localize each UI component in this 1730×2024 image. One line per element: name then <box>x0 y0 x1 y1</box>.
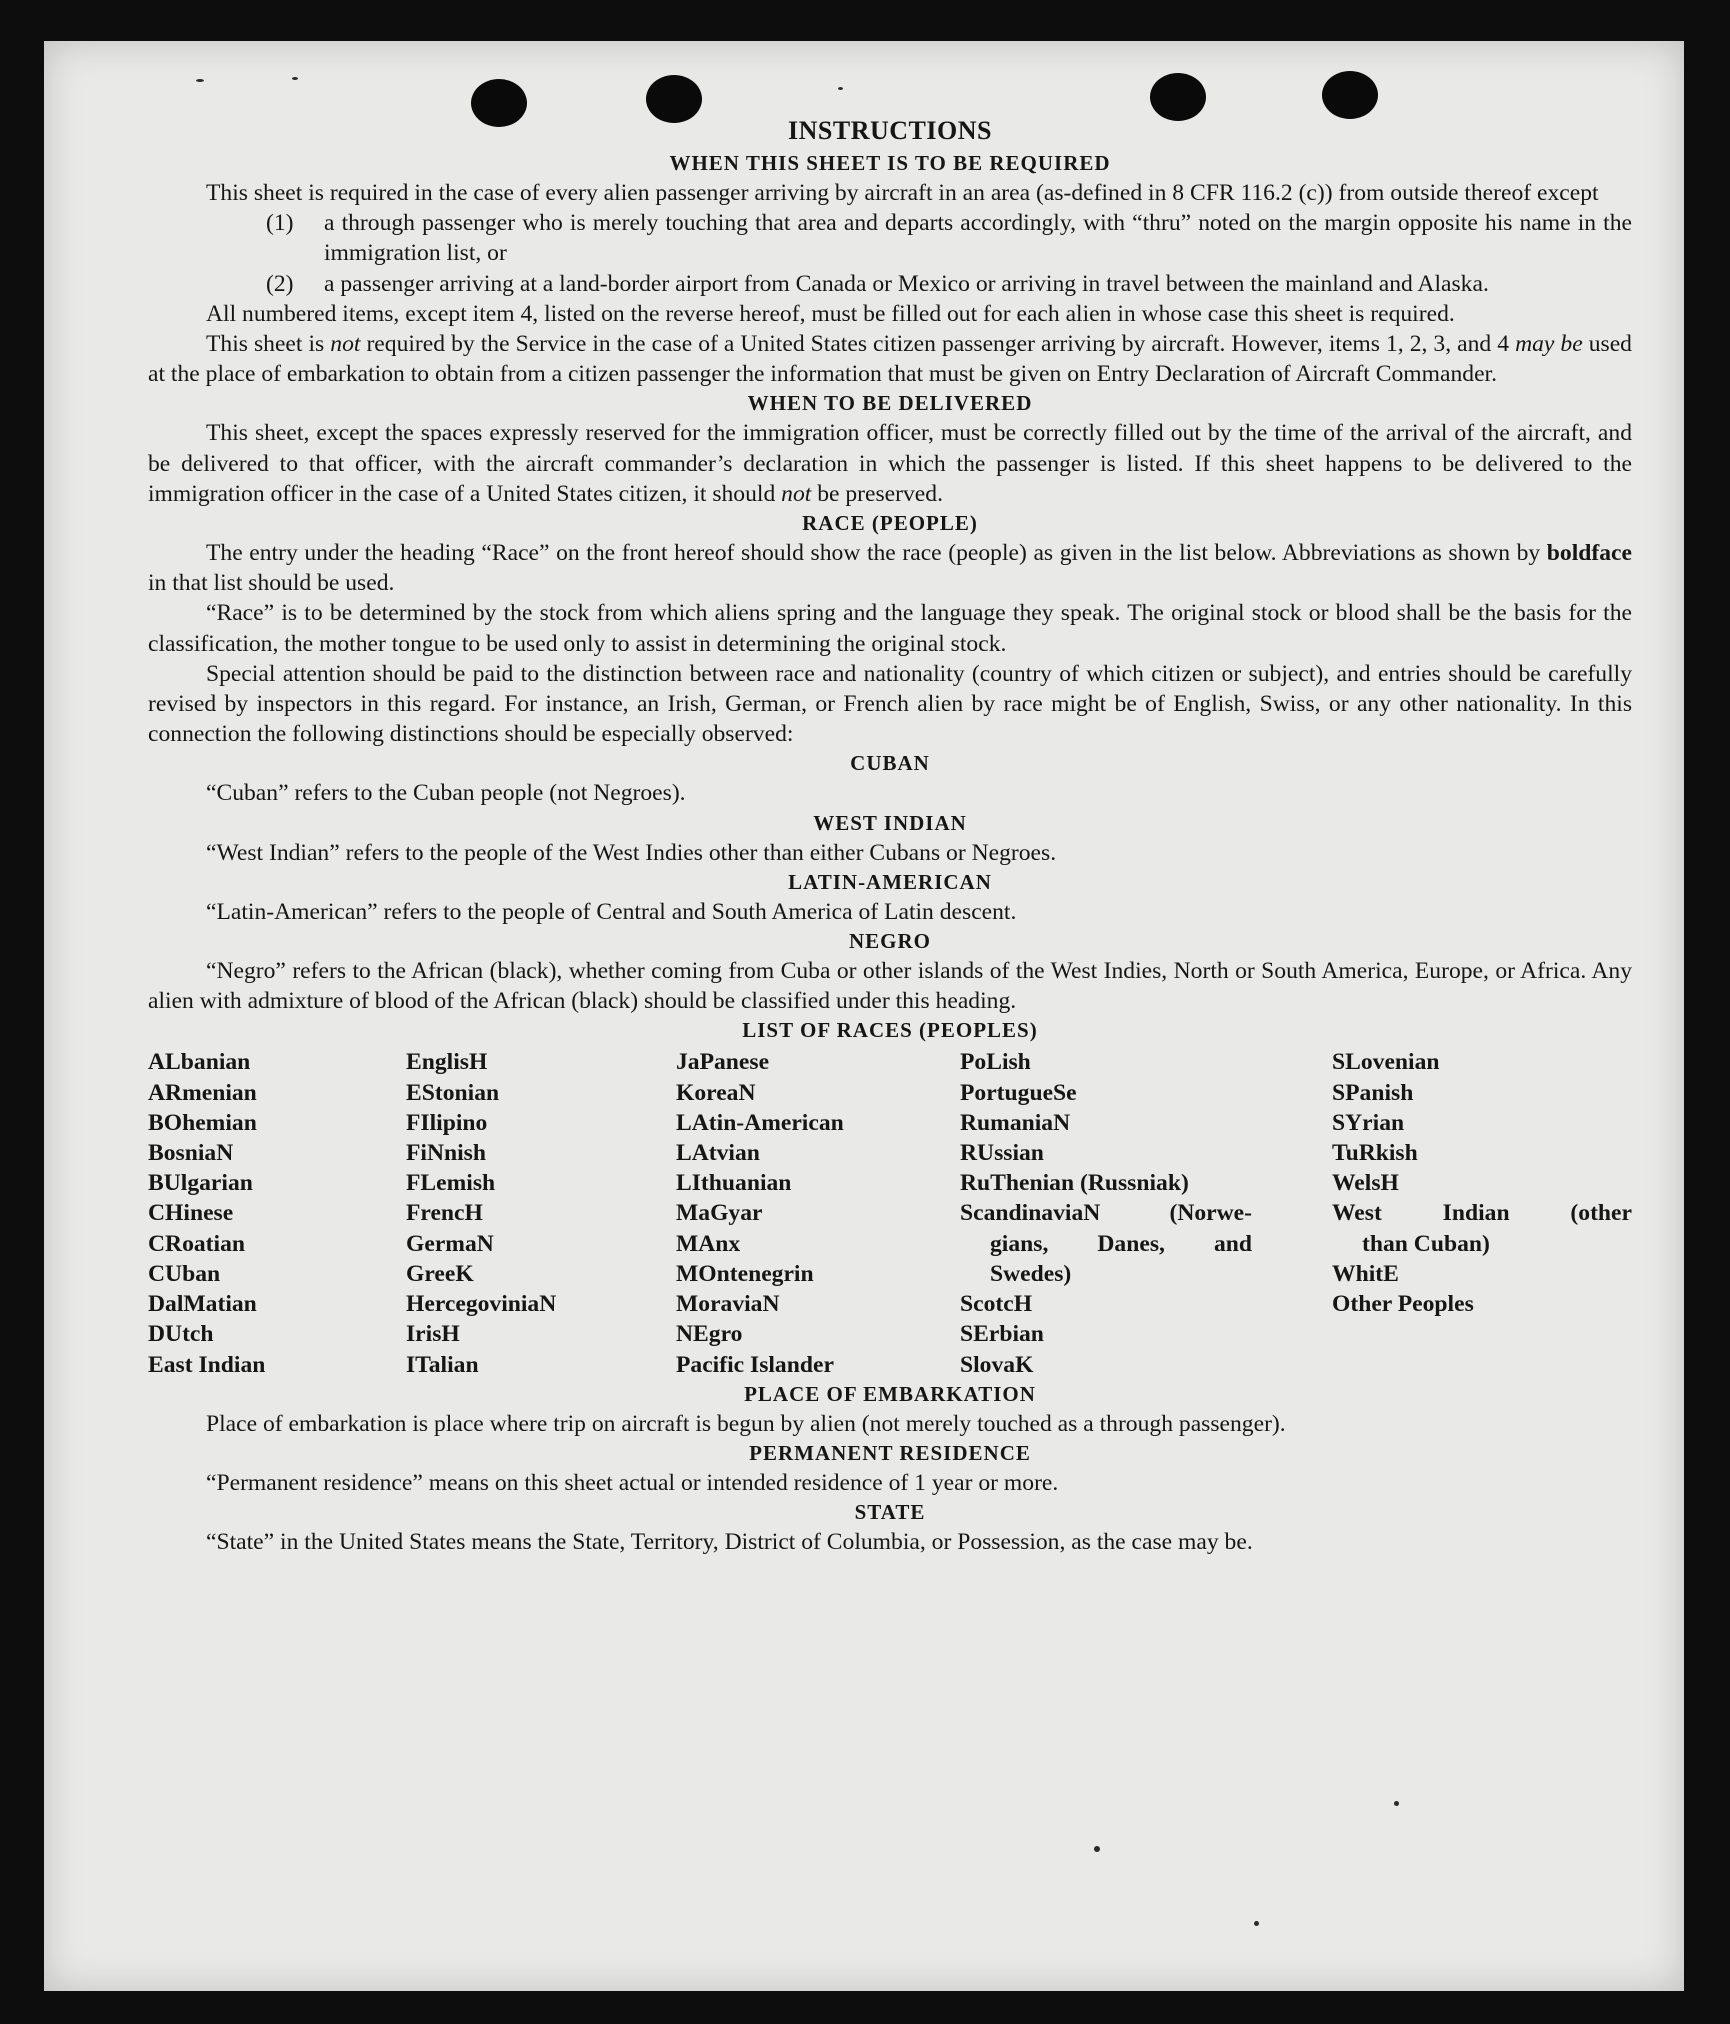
punch-hole <box>1322 71 1378 119</box>
race-column <box>1332 1047 1632 1379</box>
race-item: LAtin-American <box>676 1109 844 1136</box>
race-item: MaGyar <box>676 1200 763 1227</box>
race-item: TuRkish <box>1332 1140 1418 1167</box>
race-item: gians, Danes, and <box>990 1230 1252 1257</box>
race-item: MOntenegrin <box>676 1260 814 1287</box>
paragraph: “Race” is to be determined by the stock from which aliens spring and the language they speak. The original stock or blood shall be the basis for the classification, the mother tongue to be used only to assist in determining the original stock. <box>148 600 1632 657</box>
race-item: FrencH <box>406 1200 483 1227</box>
race-item: ScandinaviaN (Norwe- <box>960 1200 1252 1227</box>
race-item: EnglisH <box>406 1049 488 1076</box>
race-item: KoreaN <box>676 1079 756 1106</box>
race-item: DalMatian <box>148 1291 257 1318</box>
race-item: BosniaN <box>148 1140 234 1167</box>
paragraph: “Negro” refers to the African (black), whether coming from Cuba or other islands of the West Indies, North or South America, Europe, or Africa. Any alien with admixture of blood of the African (black) should be classified under this heading. <box>148 958 1632 1015</box>
race-item: MAnx <box>676 1230 741 1257</box>
section-heading: WHEN THIS SHEET IS TO BE REQUIRED <box>669 151 1111 175</box>
race-item: CHinese <box>148 1200 234 1227</box>
race-item: SPanish <box>1332 1079 1414 1106</box>
paragraph: “Cuban” refers to the Cuban people (not Negroes). <box>206 780 686 807</box>
document-page <box>44 41 1684 1991</box>
race-item: SlovaK <box>960 1351 1034 1378</box>
race-item: WhitE <box>1332 1260 1399 1287</box>
race-item: ITalian <box>406 1351 479 1378</box>
paragraph: Special attention should be paid to the distinction between race and nationality (country of which citizen or subject), and entries should be carefully revised by inspectors in this regard. For instance, an Irish, German, or French alien by race might be of English, Swiss, or any other nationality. In this connection the following distinctions should be especially observed: <box>148 660 1632 748</box>
speck <box>196 79 204 82</box>
speck <box>1094 1846 1100 1852</box>
race-item: LAtvian <box>676 1140 760 1167</box>
paragraph: This sheet, except the spaces expressly reserved for the immigration officer, must be correctly filled out by the time of the arrival of the aircraft, and be delivered to that officer, with the aircraft commander’s declaration in which the passenger is listed. If this sheet happens to be delivered to the immigration officer in the case of a United States citizen, it should not be preserved. <box>148 420 1632 507</box>
race-item: IrisH <box>406 1321 460 1348</box>
section-heading: RACE (PEOPLE) <box>802 511 978 536</box>
race-item: RUssian <box>960 1140 1044 1167</box>
race-item: MoraviaN <box>676 1291 780 1318</box>
race-item: LIthuanian <box>676 1170 792 1197</box>
section-heading: CUBAN <box>850 751 930 776</box>
list-item: (1) a through passenger who is merely touching that area and departs accordingly, with “thru” noted on the margin opposite his name in the immigration list, or <box>266 210 1632 267</box>
race-item: JaPanese <box>676 1049 770 1076</box>
race-item: ScotcH <box>960 1291 1033 1318</box>
race-item: Pacific Islander <box>676 1351 834 1378</box>
race-item: SYrian <box>1332 1109 1405 1136</box>
speck <box>1254 1921 1259 1926</box>
race-item: PortugueSe <box>960 1079 1077 1106</box>
page-title: INSTRUCTIONS <box>788 116 992 145</box>
race-item: West Indian (other <box>1332 1200 1632 1227</box>
race-item: FiNnish <box>406 1140 486 1167</box>
section-heading: WHEN TO BE DELIVERED <box>747 391 1033 416</box>
paragraph: The entry under the heading “Race” on the front hereof should show the race (people) as given in the list below. Abbreviations as shown by boldface in that list should be used. <box>148 540 1632 597</box>
section-heading: LATIN-AMERICAN <box>788 869 992 894</box>
race-item: RumaniaN <box>960 1109 1071 1136</box>
race-item: GreeK <box>406 1260 474 1287</box>
section-heading: STATE <box>854 1500 926 1525</box>
race-item: SLovenian <box>1332 1049 1440 1076</box>
race-item: NEgro <box>676 1321 743 1348</box>
race-column <box>960 1047 1252 1379</box>
race-column <box>676 1047 960 1379</box>
race-item: ARmenian <box>148 1079 257 1106</box>
section-heading: WEST INDIAN <box>813 810 967 835</box>
race-item: EStonian <box>406 1079 500 1106</box>
race-item: FIlipino <box>406 1109 488 1136</box>
speck <box>292 77 298 80</box>
section-heading: PLACE OF EMBARKATION <box>744 1381 1036 1406</box>
race-item: BUlgarian <box>148 1170 253 1197</box>
race-item: RuThenian (Russniak) <box>960 1170 1189 1197</box>
paragraph: “State” in the United States means the State, Territory, District of Columbia, or Possession, as the case may be. <box>206 1529 1253 1556</box>
race-item: FLemish <box>406 1170 496 1197</box>
paragraph: Place of embarkation is place where trip on aircraft is begun by alien (not merely touched as a through passenger). <box>206 1410 1286 1437</box>
race-column <box>148 1047 406 1379</box>
paragraph: This sheet is required in the case of every alien passenger arriving by aircraft in an area (as-defined in 8 CFR 116.2 (c)) from outside thereof except <box>206 180 1599 206</box>
section-heading: LIST OF RACES (PEOPLES) <box>742 1018 1038 1043</box>
race-item: Other Peoples <box>1332 1291 1474 1318</box>
race-item: East Indian <box>148 1351 266 1378</box>
race-item: DUtch <box>148 1321 214 1348</box>
race-list <box>148 1047 1632 1379</box>
race-item: BOhemian <box>148 1109 257 1136</box>
section-heading: PERMANENT RESIDENCE <box>749 1440 1031 1465</box>
race-item: ALbanian <box>148 1049 251 1076</box>
instructions-text <box>148 113 1632 1557</box>
paragraph: “West Indian” refers to the people of the West Indies other than either Cubans or Negroes. <box>206 839 1057 866</box>
paragraph: “Permanent residence” means on this sheet actual or intended residence of 1 year or more. <box>206 1469 1059 1496</box>
race-item: GermaN <box>406 1230 494 1257</box>
race-column <box>406 1047 676 1379</box>
race-item: CUban <box>148 1260 221 1287</box>
race-item: SErbian <box>960 1321 1044 1348</box>
race-item: than Cuban) <box>1362 1230 1490 1257</box>
race-item: WelsH <box>1332 1170 1399 1197</box>
speck <box>1394 1801 1399 1806</box>
speck <box>838 87 843 90</box>
race-item: HercegoviniaN <box>406 1291 557 1318</box>
section-heading: NEGRO <box>848 929 931 954</box>
paragraph: This sheet is not required by the Service in the case of a United States citizen passenger arriving by aircraft. However, items 1, 2, 3, and 4 may be used at the place of embarkation to obtain from a citizen passenger the information that must be given on Entry Declaration of Aircraft Commander. <box>148 331 1632 388</box>
race-item: Swedes) <box>990 1260 1072 1287</box>
race-item: CRoatian <box>148 1230 246 1257</box>
race-item: PoLish <box>960 1049 1031 1076</box>
paragraph: “Latin-American” refers to the people of Central and South America of Latin descent. <box>206 898 1017 925</box>
paragraph: All numbered items, except item 4, listed on the reverse hereof, must be filled out for each alien in whose case this sheet is required. <box>206 300 1455 327</box>
list-item: (2) a passenger arriving at a land-border airport from Canada or Mexico or arriving in travel between the mainland and Alaska. <box>266 270 1489 297</box>
